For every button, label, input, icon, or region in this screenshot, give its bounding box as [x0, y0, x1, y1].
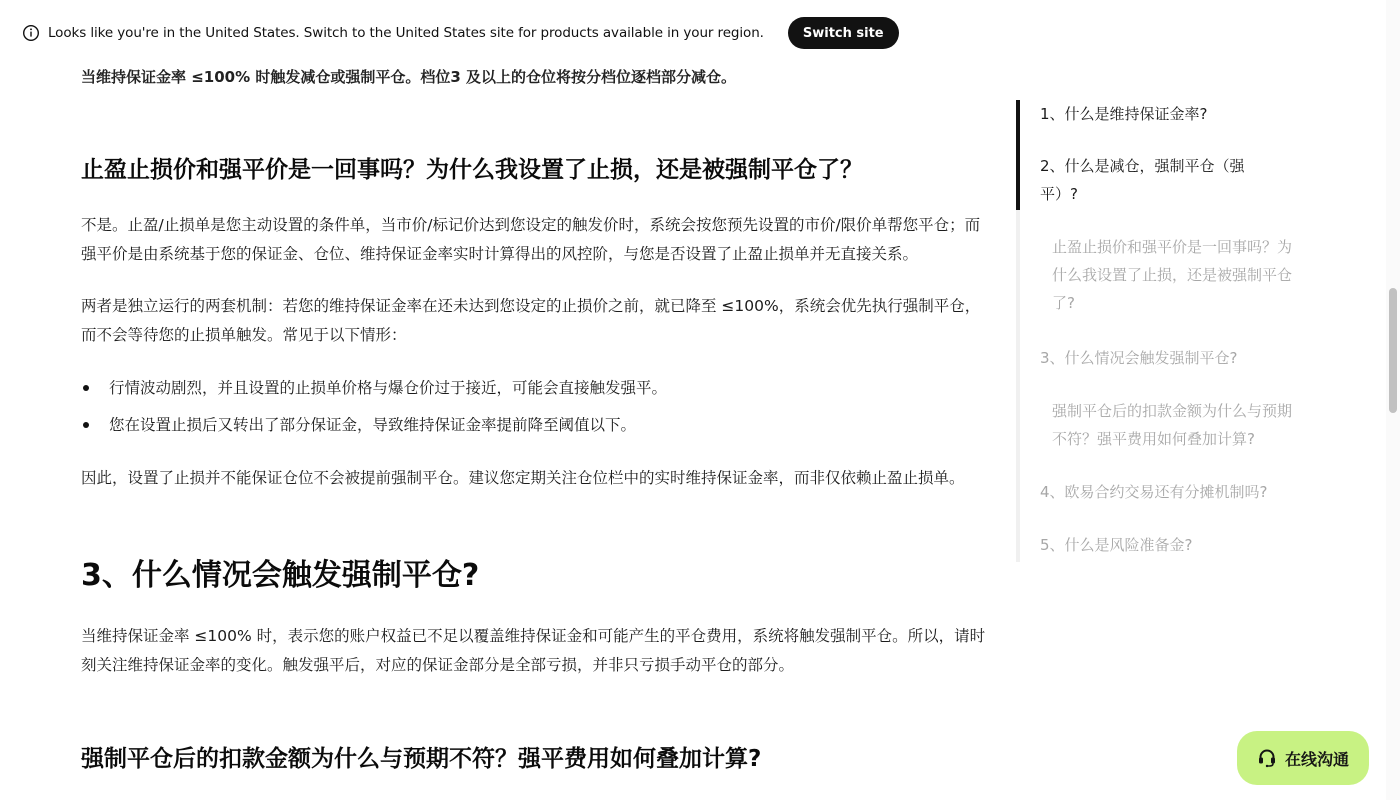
section-heading-3: 3、什么情况会触发强制平仓?	[81, 558, 480, 593]
toc-active-indicator	[1016, 100, 1020, 210]
toc-item-2[interactable]: 2、什么是减仓，强制平仓（强平）?	[1040, 157, 1245, 203]
toc-item-3[interactable]: 3、什么情况会触发强制平仓?	[1040, 349, 1238, 367]
region-banner	[0, 0, 1384, 66]
paragraph: 两者是独立运行的两套机制：若您的维持保证金率在还未达到您设定的止损价之前，就已降至 ≤100%，系统会优先执行强制平仓，而不会等待您的止损单触发。常见于以下情形：	[81, 297, 981, 344]
list-item: 您在设置止损后又转出了部分保证金，导致维持保证金率提前降至阈值以下。	[81, 413, 993, 437]
toc-subitem-stoploss[interactable]: 止盈止损价和强平价是一回事吗？为什么我设置了止损，还是被强制平仓了?	[1052, 238, 1293, 312]
paragraph: 当维持保证金率 ≤100% 时，表示您的账户权益已不足以覆盖维持保证金和可能产生的平仓费用，系统将触发强制平仓。所以，请时刻关注维持保证金率的变化。触发强平后，对应的保证金部分是全部亏损，并非只亏损手动平仓的部分。	[81, 627, 986, 674]
info-icon	[22, 24, 40, 42]
chat-label: 在线沟通	[1284, 749, 1349, 769]
banner-message: Looks like you're in the United States. Switch to the United States site for products available in your region.	[48, 25, 764, 41]
section-heading-stoploss: 止盈止损价和强平价是一回事吗？为什么我设置了止损，还是被强制平仓了？	[81, 157, 863, 183]
list-item: 行情波动剧烈，并且设置的止损单价格与爆仓价过于接近，可能会直接触发强平。	[81, 376, 993, 400]
paragraph: 因此，设置了止损并不能保证仓位不会被提前强制平仓。建议您定期关注仓位栏中的实时维持保证金率，而非仅依赖止盈止损单。	[81, 469, 965, 487]
online-chat-button[interactable]	[1237, 731, 1369, 785]
headset-icon	[1257, 748, 1277, 768]
scrollbar-thumb[interactable]	[1389, 288, 1397, 413]
switch-site-button[interactable]: Switch site	[788, 17, 899, 49]
toc-item-4[interactable]: 4、欧易合约交易还有分摊机制吗?	[1040, 483, 1268, 501]
toc-subitem-fee[interactable]: 强制平仓后的扣款金额为什么与预期不符？强平费用如何叠加计算?	[1052, 402, 1293, 448]
paragraph: 不是。止盈/止损单是您主动设置的条件单，当市价/标记价达到您设定的触发价时，系统会按您预先设置的市价/限价单帮您平仓；而强平价是由系统基于您的保证金、仓位、维持保证金率实时计算得出的风控阶，与您是否设置了止盈止损单并无直接关系。	[81, 216, 981, 263]
table-of-contents	[1016, 100, 1306, 562]
clipped-paragraph: 当维持保证金率 ≤100% 时触发减仓或强制平仓。档位3 及以上的仓位将按分档位逐档部分减仓。	[81, 68, 737, 86]
toc-item-5[interactable]: 5、什么是风险准备金?	[1040, 536, 1193, 554]
toc-item-1[interactable]: 1、什么是维持保证金率?	[1040, 105, 1208, 123]
section-heading-fee: 强制平仓后的扣款金额为什么与预期不符？强平费用如何叠加计算?	[81, 746, 762, 772]
